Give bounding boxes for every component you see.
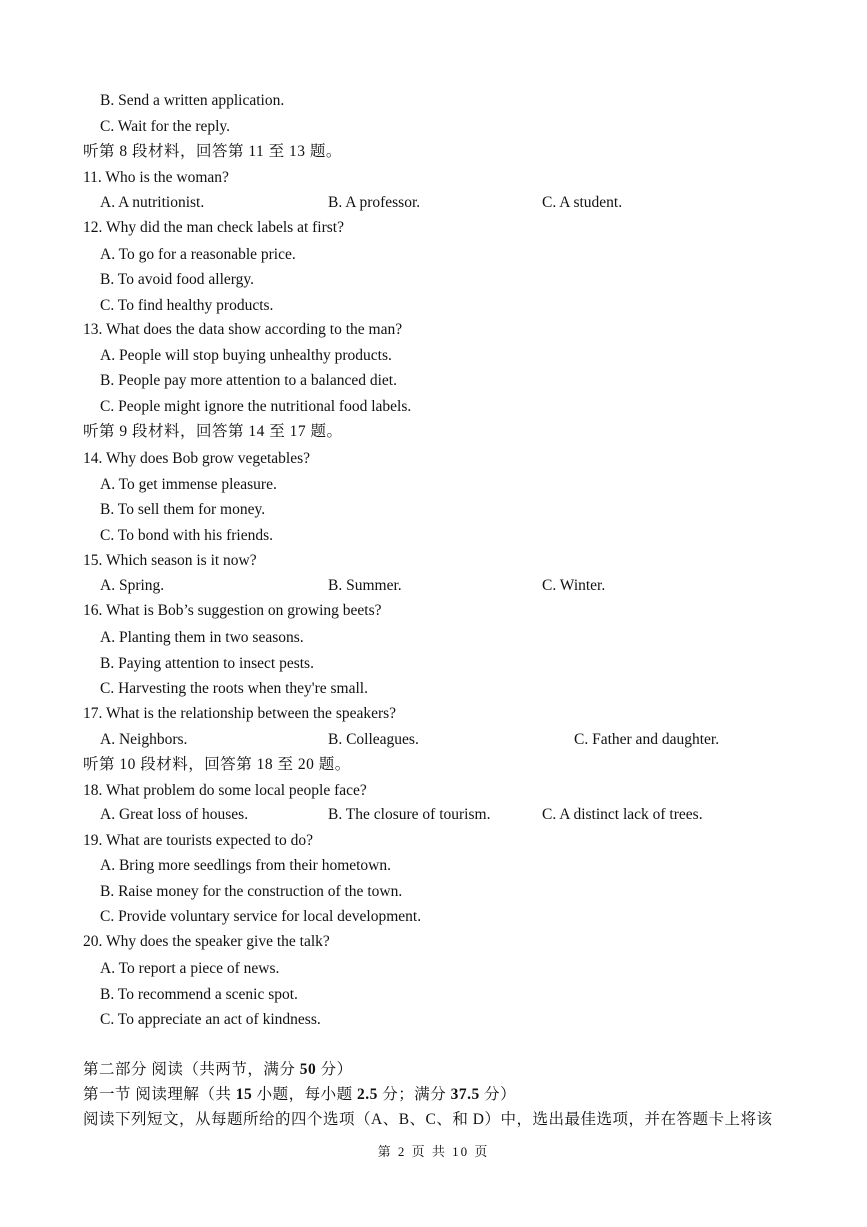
reading-instructions: 阅读下列短文，从每题所给的四个选项（A、B、C、和 D）中，选出最佳选项，并在答题卡上将该	[83, 1111, 773, 1128]
q14-option-c: C. To bond with his friends.	[100, 527, 274, 544]
section-1-heading-text: 第一节 阅读理解（共	[83, 1086, 236, 1103]
q20-option-a: A. To report a piece of news.	[100, 960, 280, 977]
q15-option-c: C. Winter.	[542, 577, 606, 594]
q17-option-b: B. Colleagues.	[328, 731, 419, 748]
q18-option-b: B. The closure of tourism.	[328, 806, 491, 823]
q12-option-a: A. To go for a reasonable price.	[100, 246, 296, 263]
question-20: 20. Why does the speaker give the talk?	[83, 933, 330, 950]
question-17: 17. What is the relationship between the speakers?	[83, 705, 397, 722]
q16-option-b: B. Paying attention to insect pests.	[100, 655, 314, 672]
q16-option-a: A. Planting them in two seasons.	[100, 629, 304, 646]
section-1-heading-suffix: 分）	[479, 1086, 517, 1103]
part-2-total-score: 50	[299, 1061, 317, 1078]
q13-option-b: B. People pay more attention to a balanced diet.	[100, 372, 397, 389]
section-1-total-score: 37.5	[450, 1086, 480, 1103]
q15-option-b: B. Summer.	[328, 577, 402, 594]
q13-option-a: A. People will stop buying unhealthy products.	[100, 347, 392, 364]
question-18: 18. What problem do some local people face?	[83, 782, 367, 799]
q10-option-c: C. Wait for the reply.	[100, 118, 231, 135]
q13-option-c: C. People might ignore the nutritional food labels.	[100, 398, 412, 415]
section-10-heading: 听第 10 段材料，回答第 18 至 20 题。	[83, 756, 351, 773]
section-8-heading: 听第 8 段材料，回答第 11 至 13 题。	[83, 143, 342, 160]
q11-option-b: B. A professor.	[328, 194, 421, 211]
question-19: 19. What are tourists expected to do?	[83, 832, 313, 849]
section-1-heading	[83, 1085, 516, 1105]
q17-option-c: C. Father and daughter.	[574, 731, 720, 748]
section-1-heading-mid-2: 分；满分	[377, 1086, 451, 1103]
q12-option-b: B. To avoid food allergy.	[100, 271, 255, 288]
q18-option-a: A. Great loss of houses.	[100, 806, 249, 823]
q20-option-c: C. To appreciate an act of kindness.	[100, 1011, 321, 1028]
q19-option-c: C. Provide voluntary service for local development.	[100, 908, 422, 925]
question-16: 16. What is Bob’s suggestion on growing beets?	[83, 602, 382, 619]
q10-option-b: B. Send a written application.	[100, 92, 285, 109]
question-12: 12. Why did the man check labels at first?	[83, 219, 344, 236]
q19-option-a: A. Bring more seedlings from their hometown.	[100, 857, 392, 874]
q16-option-c: C. Harvesting the roots when they're small.	[100, 680, 368, 697]
q14-option-a: A. To get immense pleasure.	[100, 476, 277, 493]
section-1-question-count: 15	[235, 1086, 253, 1103]
page-footer: 第 2 页 共 10 页	[377, 1144, 490, 1159]
q11-option-a: A. A nutritionist.	[100, 194, 205, 211]
q14-option-b: B. To sell them for money.	[100, 501, 266, 518]
section-9-heading: 听第 9 段材料，回答第 14 至 17 题。	[83, 423, 343, 440]
q17-option-a: A. Neighbors.	[100, 731, 188, 748]
q11-option-c: C. A student.	[542, 194, 623, 211]
part-2-heading	[83, 1060, 353, 1080]
q20-option-b: B. To recommend a scenic spot.	[100, 986, 298, 1003]
question-11: 11. Who is the woman?	[83, 169, 229, 186]
q19-option-b: B. Raise money for the construction of the town.	[100, 883, 403, 900]
section-1-score-each: 2.5	[357, 1086, 378, 1103]
part-2-heading-text: 第二部分 阅读（共两节，满分	[83, 1061, 300, 1078]
q12-option-c: C. To find healthy products.	[100, 297, 274, 314]
part-2-heading-suffix: 分）	[316, 1061, 353, 1078]
q15-option-a: A. Spring.	[100, 577, 165, 594]
question-13: 13. What does the data show according to the man?	[83, 321, 403, 338]
question-14: 14. Why does Bob grow vegetables?	[83, 450, 310, 467]
q18-option-c: C. A distinct lack of trees.	[542, 806, 703, 823]
question-15: 15. Which season is it now?	[83, 552, 257, 569]
section-1-heading-mid-1: 小题，每小题	[252, 1086, 358, 1103]
